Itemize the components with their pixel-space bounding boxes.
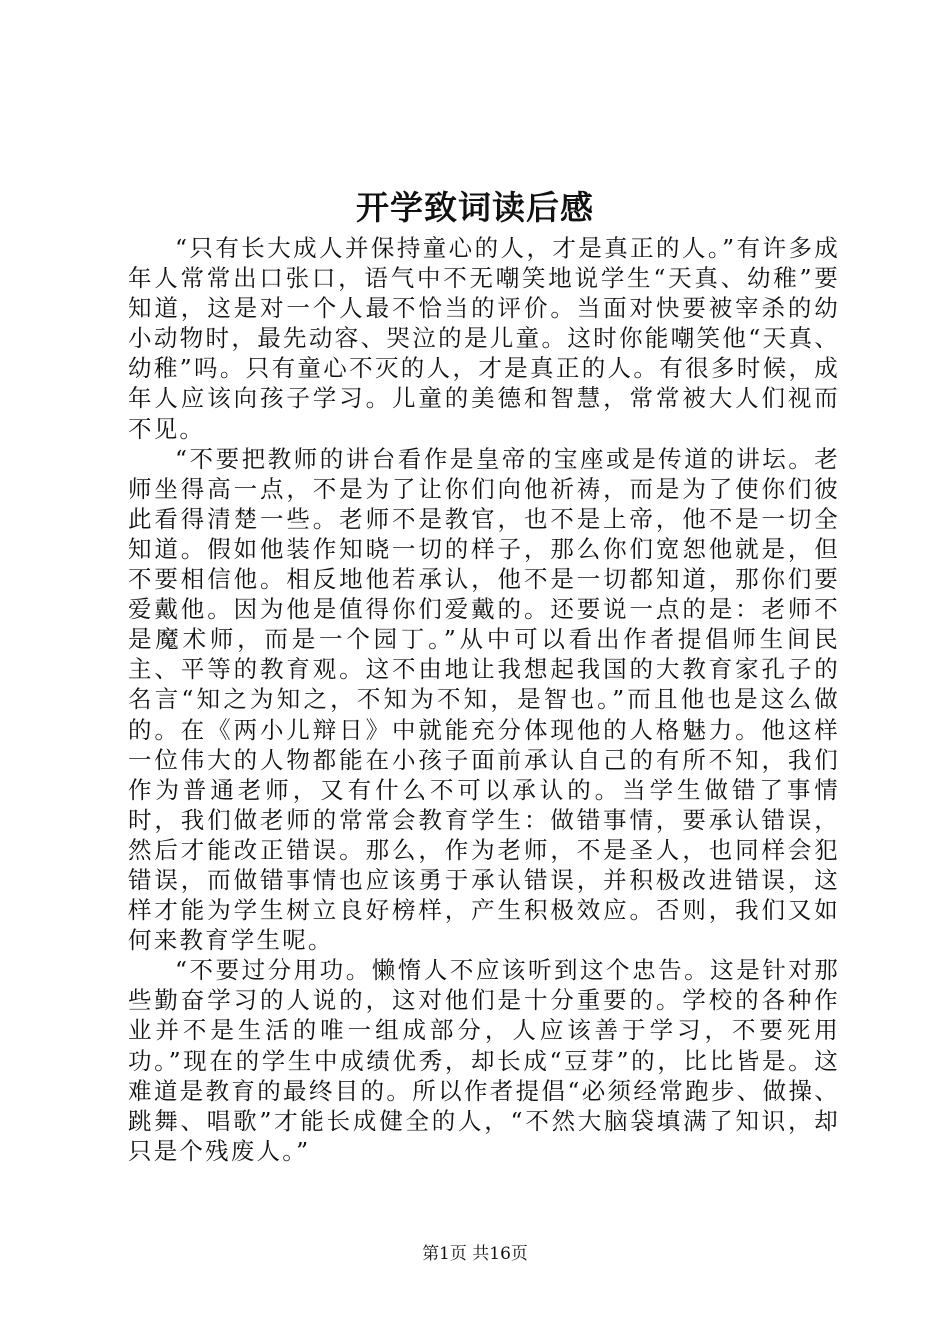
document-body: [128, 233, 840, 1166]
paragraph-2: “不要把教师的讲台看作是皇帝的宝座或是传道的讲坛。老师坐得高一点，不是为了让你们向他祈祷，而是为了使你们彼此看得清楚一些。老师不是教官，也不是上帝，他不是一切全知道。假如他装作知晓一切的样子，那么你们宽恕他就是，但不要相信他。相反地他若承认，他不是一切都知道，那你们要爱戴他。因为他是值得你们爱戴的。还要说一点的是：老师不是魔术师，而是一个园丁。”从中可以看出作者提倡师生间民主、平等的教育观。这不由地让我想起我国的大教育家孔子的名言“知之为知之，不知为不知，是智也。”而且他也是这么做的。在《两小儿辩日》中就能充分体现他的人格魅力。他这样一位伟大的人物都能在小孩子面前承认自己的有所不知，我们作为普通老师，又有什么不可以承认的。当学生做错了事情时，我们做老师的常常会教育学生：做错事情，要承认错误，然后才能改正错误。那么，作为老师，不是圣人，也同样会犯错误，而做错事情也应该勇于承认错误，并积极改进错误，这样才能为学生树立良好榜样，产生积极效应。否则，我们又如何来教育学生呢。: [128, 444, 840, 955]
document-title: 开学致词读后感: [356, 188, 594, 227]
paragraph-3: “不要过分用功。懒惰人不应该听到这个忠告。这是针对那些勤奋学习的人说的，这对他们是十分重要的。学校的各种作业并不是生活的唯一组成部分，人应该善于学习，不要死用功。”现在的学生中成绩优秀，却长成“豆芽”的，比比皆是。这难道是教育的最终目的。所以作者提倡“必须经常跑步、做操、跳舞、唱歌”才能长成健全的人，“不然大脑袋填满了知识，却只是个残废人。”: [128, 956, 840, 1165]
paragraph-1: “只有长大成人并保持童心的人，才是真正的人。”有许多成年人常常出口张口，语气中不无嘲笑地说学生“天真、幼稚”要知道，这是对一个人最不恰当的评价。当面对快要被宰杀的幼小动物时，最先动容、哭泣的是儿童。这时你能嘲笑他“天真、幼稚”吗。只有童心不灭的人，才是真正的人。有很多时候，成年人应该向孩子学习。儿童的美德和智慧，常常被大人们视而不见。: [128, 234, 840, 443]
page-number-footer: 第1页 共16页: [422, 1244, 528, 1264]
